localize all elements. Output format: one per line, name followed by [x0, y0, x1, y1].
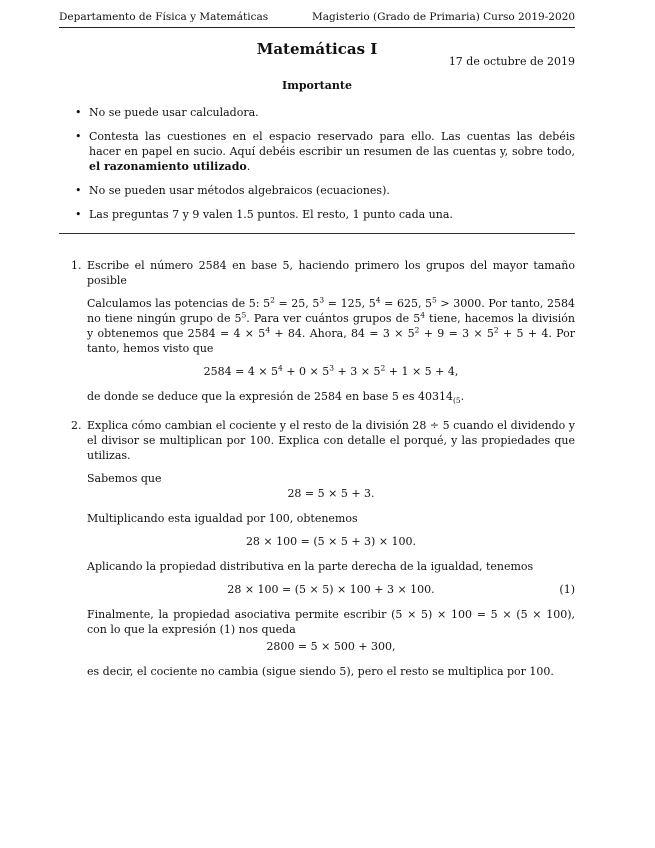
rule-item: • Las preguntas 7 y 9 valen 1.5 puntos. El resto, 1 punto cada una. — [75, 208, 453, 221]
header-course: Magisterio (Grado de Primaria) Curso 2019-2020 — [312, 11, 575, 23]
rule-emphasis: el razonamiento utilizado — [89, 160, 247, 173]
question-2-text: es decir, el cociente no cambia (sigue siendo 5), pero el resto se multiplica por 100. — [87, 665, 554, 678]
important-heading: Importante — [282, 79, 352, 92]
rule-item: • Contesta las cuestiones en el espacio reservado para ello. Las cuentas las debéis hacer en papel en sucio. Aquí debéis escribir un resumen de las cuentas y, sobre todo, el razonamiento utilizado. — [75, 130, 575, 173]
exam-page — [59, 10, 575, 693]
question-2-text: Finalmente, la propiedad asociativa permite escribir (5 × 5) × 100 = 5 × (5 × 100), con lo que la expresión (1) nos queda — [87, 608, 575, 636]
question-1-equation: $2584 = 4 \times 5^4 + 0 \times 5^3 + 3 \times 5^2 + 1 \times 5 + 4$, — [203, 363, 459, 378]
question-1-statement: Escribe el número 2584 en base 5, haciendo primero los grupos del mayor tamaño posible — [87, 259, 575, 287]
question-1-result: de donde se deduce que la expresión de 2584 en base 5 es $40314_{(5}$. — [87, 390, 465, 406]
section-divider — [59, 233, 575, 234]
header-department: Departamento de Física y Matemáticas — [59, 11, 269, 23]
question-2-equation: 28 × 100 = (5 × 5 + 3) × 100. — [245, 535, 417, 548]
rules-list — [59, 105, 575, 222]
equation-tag: (1) — [559, 583, 575, 596]
page-header — [59, 10, 575, 28]
question-2: 2. Explica cómo cambian el cociente y el resto de la división 28 ÷ 5 cuando el dividendo y el divisor se multiplican por 100. Explica con detalle el porqué, y las propiedades que utilizas. Sabemos que 28 = 5 × 5 + 3. Multiplicando esta igualdad por 100, obtenemos 28 × 100 = (5 × 5 + 3) × 100. Aplicando la propiedad distributiva en la parte derecha de la igualdad, tenemos 28 × 100 = (5 × 5) × 100 + 3 × 100. (1) Finalmente, la propiedad asociativa permite escribir (5 × 5) × 100 = 5 × (5 × 100), con lo que la expresión (1) nos queda 2800 = 5 × 500 + 300, es decir, el cociente no cambia (sigue siendo 5), pero el resto se multiplica por 100. — [71, 419, 575, 678]
exam-date: 17 de octubre de 2019 — [448, 55, 575, 68]
question-1: 1. Escribe el número 2584 en base 5, haciendo primero los grupos del mayor tamaño posible Calculamos las potencias de 5: $5^2 = 25$, $5^3 = 125$, $5^4 = 625$, $5^5 > 3000$. Por tanto, 2584 no tiene ningún grupo de $5^5$. Para ver cuántos grupos de $5^4$ tiene, hacemos la división y obtenemos que $2584 = 4 \times 5^4 + 84$. Ahora, $84 = 3 \times 5^2 + 9 = 3 \times 5^2 + 5 + 4$. Por tanto, hemos visto que $2584 = 4 \times 5^4 + 0 \times 5^3 + 3 \times 5^2 + 1 \times 5 + 4$, de donde se deduce que la expresión de 2584 en base 5 es $40314_{(5}$. — [71, 259, 576, 406]
rule-item: • No se puede usar calculadora. — [75, 106, 259, 119]
question-2-text: Sabemos que — [87, 472, 162, 485]
question-1-work: Calculamos las potencias de 5: $5^2 = 25$, $5^3 = 125$, $5^4 = 625$, $5^5 > 3000$. Por tanto, 2584 no tiene ningún grupo de $5^5$. Para ver cuántos grupos de $5^4$ tiene, hacemos la división y obtenemos que $2584 = 4 \times 5^4 + 84$. Ahora, $84 = 3 \times 5^2 + 9 = 3 \times 5^2 + 5 + 4$. Por tanto, hemos visto que — [87, 295, 576, 355]
question-2-equation: 28 = 5 × 5 + 3. — [287, 487, 375, 500]
question-2-text: Multiplicando esta igualdad por 100, obtenemos — [87, 512, 358, 525]
question-2-text: Aplicando la propiedad distributiva en la parte derecha de la igualdad, tenemos — [87, 560, 534, 573]
question-2-statement: Explica cómo cambian el cociente y el resto de la división 28 ÷ 5 cuando el dividendo y el divisor se multiplican por 100. Explica con detalle el porqué, y las propiedades que utilizas. — [87, 419, 575, 462]
question-2-equation: 2800 = 5 × 500 + 300, — [266, 640, 396, 653]
rule-item: • No se pueden usar métodos algebraicos (ecuaciones). — [75, 184, 390, 197]
question-2-equation: 28 × 100 = (5 × 5) × 100 + 3 × 100. (1) — [227, 583, 575, 596]
exam-title: Matemáticas I — [256, 40, 378, 58]
questions-list — [59, 258, 575, 679]
